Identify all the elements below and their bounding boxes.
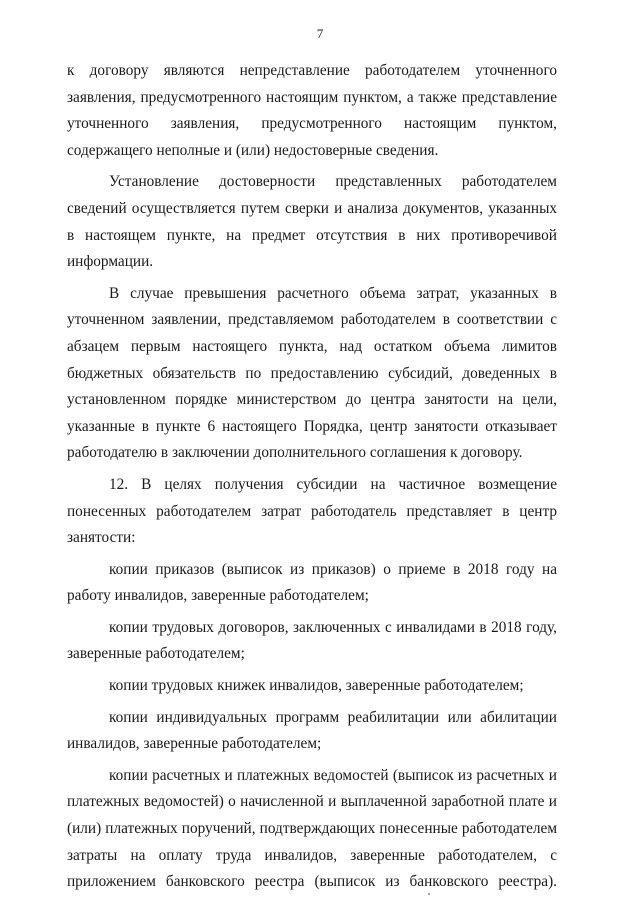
- list-item-labor-contracts: копии трудовых договоров, заключенных с инвалидами в 2018 году, заверенные работодателем;: [67, 618, 557, 663]
- paragraph-verification: Установление достоверности представленных работодателем сведений осуществляется путем сверки и анализа документов, указанных в настоящем пункте, на предмет отсутствия в них противоречивой информации.: [67, 173, 557, 271]
- paragraph-item-12: 12. В целях получения субсидии на частичное возмещение понесенных работодателем затрат работодатель представляет в центр занятости:: [67, 475, 557, 547]
- paragraph-cost-excess: В случае превышения расчетного объема затрат, указанных в уточненном заявлении, представляемом работодателем в соответствии с абзацем первым настоящего пункта, над остатком объема лимитов бюджетных обязательств по предоставлению субсидий, доведенных в установленном порядке министерством до центра занятости на цели, указанные в пункте 6 настоящего Порядка, центр занятости отказывает работодателю в заключении дополнительного соглашения к договору.: [67, 284, 557, 462]
- list-item-payroll-statements: копии расчетных и платежных ведомостей (выписок из расчетных и платежных ведомостей) о начисленной и выплаченной заработной плате и (или) платежных поручений, подтверждающих понесенные работодателем затраты на оплату труда инвалидов, заверенные работодателем, с приложением банковского реестра (выписок из банковского реестра).: [67, 766, 557, 891]
- paragraph-continuation: к договору являются непредставление работодателем уточненного заявления, предусмотренного настоящим пунктом, а также представление уточненного заявления, предусмотренного настоящим пунктом, содержащего неполные и (или) недостоверные сведения.: [67, 62, 557, 159]
- document-body: [67, 58, 557, 901]
- list-item-work-books: копии трудовых книжек инвалидов, заверенные работодателем;: [109, 677, 524, 695]
- list-item-rehab-programs: копии индивидуальных программ реабилитации или абилитации инвалидов, заверенные работодателем;: [67, 708, 557, 753]
- scan-artifact-dot: [428, 893, 430, 895]
- page-number: 7: [316, 26, 324, 41]
- list-item-hiring-orders: копии приказов (выписок из приказов) о приеме в 2018 году на работу инвалидов, заверенные работодателем;: [67, 560, 557, 605]
